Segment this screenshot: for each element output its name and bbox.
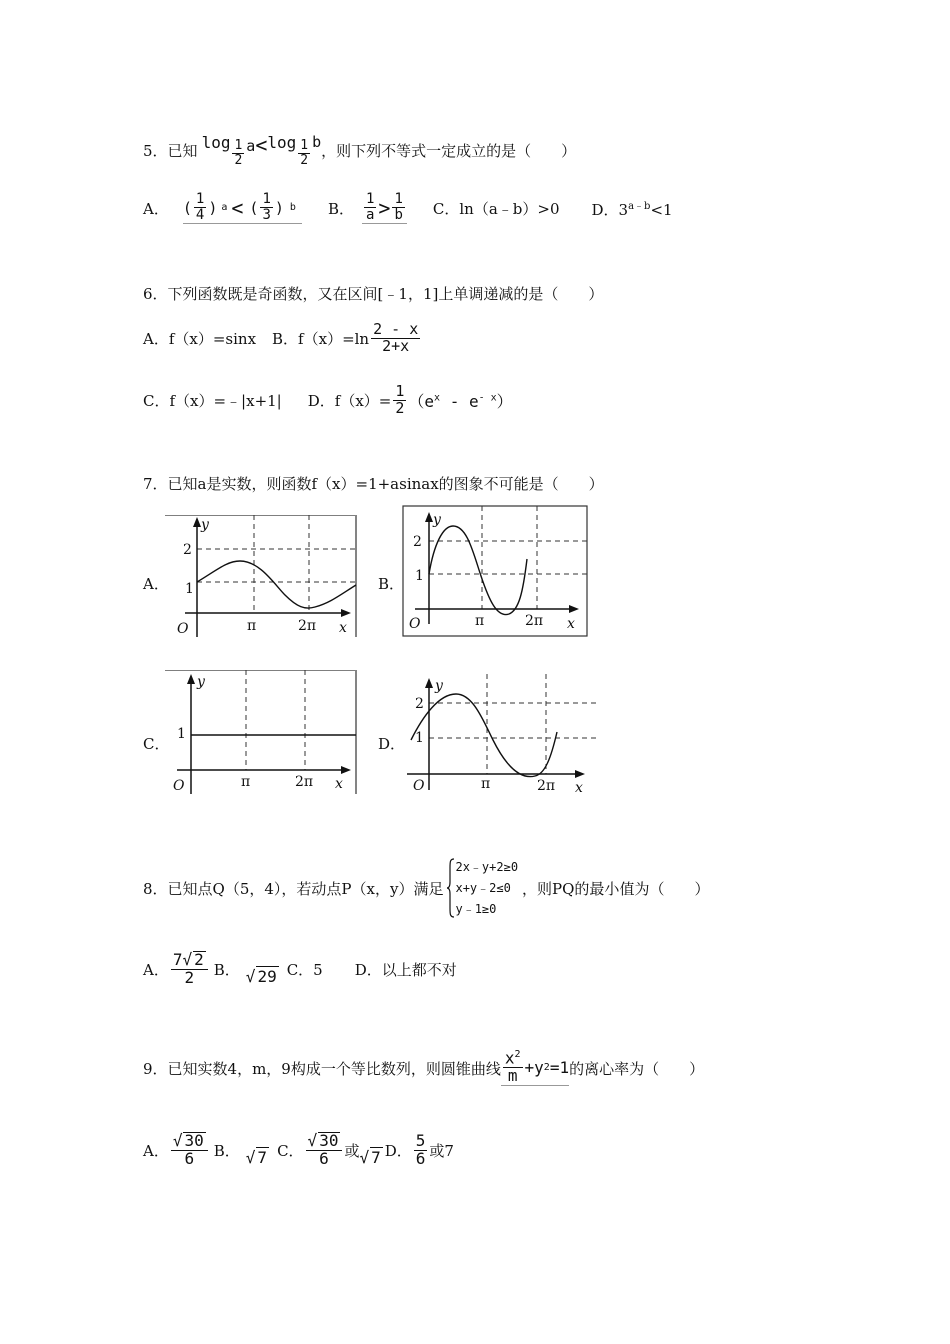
- q7-A-axis-y: y: [201, 517, 209, 533]
- q8-option-D: D．以上都不对: [354, 960, 457, 979]
- q7-B-tick-pi: π: [475, 613, 485, 629]
- q7-A-tick-2pi: 2π: [298, 618, 317, 634]
- q8-option-B-expr: √ 29: [245, 967, 277, 986]
- q7-A-axis-x: x: [339, 620, 347, 636]
- q7-C-tick-1: 1: [177, 726, 186, 742]
- q7-D-tick-2: 2: [415, 696, 424, 712]
- q7-graph-B: [401, 504, 591, 638]
- q8-option-C: C．5: [286, 960, 323, 979]
- q7-D-axis-x: x: [575, 780, 583, 796]
- q7-B-tick-1: 1: [415, 568, 424, 584]
- q8-stem: 8．已知点Q（5，4），若动点P（x，y）满足 2x﹣y+2≥0 x+y﹣2≤0 y﹣1≥0 ，则PQ的最小值为（ ）: [143, 855, 709, 921]
- q5-option-D: D．$3^{a﹣b}<1$: [591, 200, 673, 219]
- q7-B-tick-2pi: 2π: [525, 613, 544, 629]
- q6-options-AB: [143, 316, 422, 360]
- q7-graph-D: [401, 668, 601, 796]
- q7-stem: 7．已知a是实数，则函数f（x）=1+asinax的图象不可能是（ ）: [143, 475, 604, 493]
- q7-A-tick-2: 2: [183, 542, 192, 558]
- q7-A-tick-pi: π: [247, 618, 257, 634]
- q7-C-axis-y: y: [197, 674, 205, 690]
- q6-option-A: A．f（x）=sinx: [143, 329, 257, 348]
- q7-A-tick-1: 1: [185, 581, 194, 597]
- q9-option-D-label: D．: [384, 1141, 412, 1160]
- q6-options-CD: [143, 378, 513, 422]
- q8-option-A-label: A．: [143, 960, 169, 979]
- q9-option-A-label: A．: [143, 1141, 169, 1160]
- q9-option-D-expr: 5 6: [415, 1130, 426, 1168]
- q7-C-tick-2pi: 2π: [295, 774, 314, 790]
- q7-option-A-label: A．: [143, 575, 169, 593]
- q6-stem: 6．下列函数既是奇函数，又在区间[﹣1，1]上单调递减的是（ ）: [143, 285, 604, 303]
- q8-options: [143, 945, 457, 993]
- q9-option-C-label: C．: [277, 1141, 304, 1160]
- q9-conic-expr: $x^2$ m +y 2 =1: [501, 1050, 569, 1086]
- q7-D-tick-1: 1: [415, 730, 424, 746]
- q6-option-B: B．f（x）=ln 2 - x 2+x: [272, 319, 419, 355]
- q7-A-origin: O: [177, 621, 189, 637]
- q9-options: A． √ 30 6 B． √ 7 C． √ 30 6 或 √ 7 D． 5 6 或7: [143, 1130, 454, 1168]
- q9-option-C-expr: √ 30 6: [306, 1132, 343, 1168]
- q5-option-A-label: A．: [143, 199, 169, 218]
- q7-graph-A: [165, 515, 360, 640]
- q7-B-origin: O: [409, 616, 421, 632]
- q7-D-tick-pi: π: [481, 776, 491, 792]
- q7-option-D-label: D．: [378, 735, 406, 753]
- q8-constraint-2: x+y﹣2≤0: [455, 880, 511, 895]
- q6-option-D: D．f（x）= $\frac{1}{2}$ $(e^x - e^{- x})$: [307, 381, 513, 417]
- q7-D-origin: O: [413, 778, 425, 794]
- q9-option-B-label: B．: [213, 1141, 240, 1160]
- q7-B-axis-x: x: [567, 616, 575, 632]
- q5-option-B-label: B．: [327, 199, 354, 218]
- log-expr-1: log 1 2 a < log 1 2 b: [201, 132, 322, 168]
- q8-option-B-label: B．: [213, 960, 240, 979]
- q7-B-tick-2: 2: [413, 534, 422, 550]
- q7-graph-C: [165, 670, 360, 796]
- q8-option-A-expr: 7√ 2 2: [171, 951, 208, 987]
- q7-D-tick-2pi: 2π: [537, 778, 556, 794]
- q9-stem: 9．已知实数4，m，9构成一个等比数列，则圆锥曲线 $x^2$ m +y 2 =1 的离心率为（ ）: [143, 1048, 705, 1086]
- q8-constraint-3: y﹣1≥0: [455, 901, 497, 916]
- q7-option-C-label: C．: [143, 735, 170, 753]
- q8-constraint-1: 2x﹣y+2≥0: [455, 859, 519, 874]
- q9-option-A-expr: √ 30 6: [171, 1132, 208, 1168]
- q7-D-axis-y: y: [435, 678, 443, 694]
- q7-C-origin: O: [173, 778, 185, 794]
- left-brace-icon: [447, 858, 455, 918]
- q8-constraint-system: [447, 857, 518, 920]
- q9-option-C-expr-2: √ 7: [359, 1148, 381, 1167]
- q7-C-axis-x: x: [335, 776, 343, 792]
- q5-stem: 5． 已知 log 1 2 a < log 1 2 b ，则下列不等式一定成立的是（ ）: [143, 132, 577, 168]
- q5-options: [143, 186, 673, 230]
- q6-option-C: C．f（x）=﹣|x+1|: [143, 391, 282, 410]
- q7-option-B-label: B．: [378, 575, 405, 593]
- q7-B-axis-y: y: [433, 512, 441, 528]
- q5-option-B-expr: 1 a > 1 b: [362, 192, 407, 223]
- q7-C-tick-pi: π: [241, 774, 251, 790]
- q9-option-B-expr: √ 7: [245, 1148, 268, 1167]
- q5-option-C: C．ln（a﹣b）>0: [432, 199, 560, 218]
- q5-option-A-expr: ( 1 4 ) a < ( 1 3 ) b: [183, 192, 302, 223]
